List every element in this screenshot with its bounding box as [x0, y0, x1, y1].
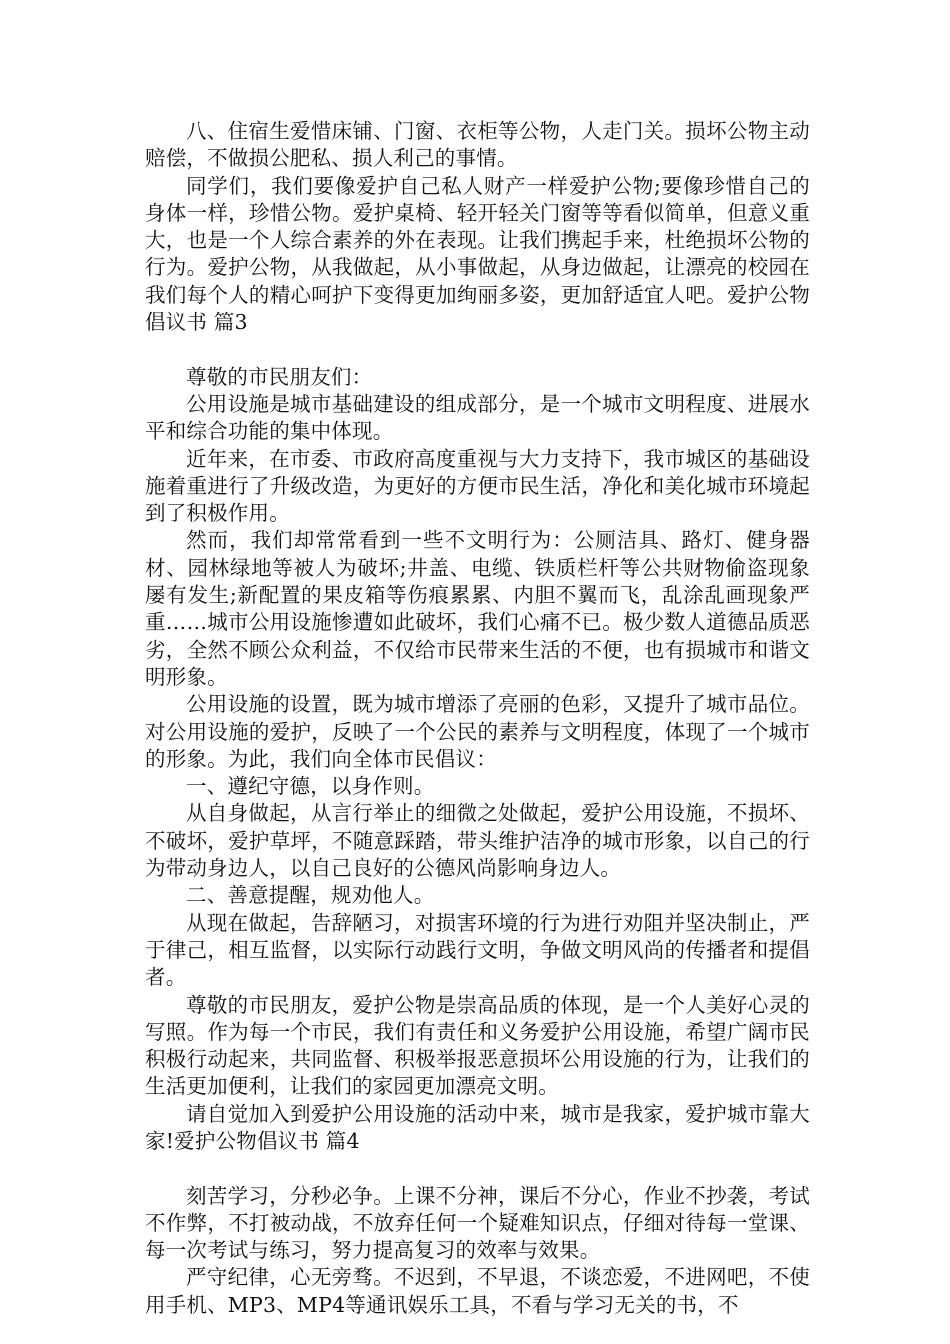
paragraph: 从现在做起，告辞陋习，对损害环境的行为进行劝阻并坚决制止，严于律己，相互监督，以实际行动践行文明，争做文明风尚的传播者和提倡者。	[145, 910, 810, 990]
salutation: 尊敬的市民朋友们：	[186, 364, 373, 389]
paragraph: 八、住宿生爱惜床铺、门窗、衣柜等公物，人走门关。损坏公物主动赔偿，不做损公肥私、损人利己的事情。	[145, 119, 810, 171]
paragraph: 尊敬的市民朋友，爱护公物是崇高品质的体现，是一个人美好心灵的写照。作为每一个市民，我们有责任和义务爱护公用设施，希望广阔市民积极行动起来，共同监督、积极举报恶意损坏公用设施的行为，让我们的生活更加便利，让我们的家园更加漂亮文明。	[145, 992, 810, 1099]
paragraph: 然而，我们却常常看到一些不文明行为：公厕洁具、路灯、健身器材、园林绿地等被人为破坏;井盖、电缆、铁质栏杆等公共财物偷盗现象屡有发生;新配置的果皮箱等伤痕累累、内胆不翼而飞，乱涂乱画现象严重……城市公用设施惨遭如此破坏，我们心痛不已。极少数人道德品质恶劣，全然不顾公众利益，不仅给市民带来生活的不便，也有损城市和谐文明形象。	[145, 528, 810, 689]
document-page	[145, 118, 810, 1319]
paragraph: 刻苦学习，分秒必争。上课不分神，课后不分心，作业不抄袭，考试不作弊，不打被动战，不放弃任何一个疑难知识点，仔细对待每一堂课、每一次考试与练习，努力提高复习的效率与效果。	[145, 1183, 810, 1263]
paragraph: 严守纪律，心无旁骛。不迟到，不早退，不谈恋爱，不进网吧，不使用手机、MP3、MP4等通讯娱乐工具，不看与学习无关的书，不	[145, 1265, 810, 1317]
paragraph: 同学们，我们要像爱护自己私人财产一样爱护公物;要像珍惜自己的身体一样，珍惜公物。爱护桌椅、轻开轻关门窗等等看似简单，但意义重大，也是一个人综合素养的外在表现。让我们携起手来，杜绝损坏公物的行为。爱护公物，从我做起，从小事做起，从身边做起，让漂亮的校园在我们每个人的精心呵护下变得更加绚丽多姿，更加舒适宜人吧。爱护公物倡议书 篇3	[145, 173, 810, 335]
blank-line	[145, 1155, 810, 1182]
section-heading: 二、善意提醒，规劝他人。	[186, 883, 435, 908]
section-heading: 一、遵纪守德，以身作则。	[186, 774, 435, 799]
blank-line	[145, 336, 810, 363]
paragraph: 请自觉加入到爱护公用设施的活动中来，城市是我家，爱护城市靠大家!爱护公物倡议书 篇4	[145, 1101, 810, 1153]
paragraph: 公用设施的设置，既为城市增添了亮丽的色彩，又提升了城市品位。对公用设施的爱护，反映了一个公民的素养与文明程度，体现了一个城市的形象。为此，我们向全体市民倡议：	[145, 692, 810, 771]
paragraph: 从自身做起，从言行举止的细微之处做起，爱护公用设施，不损坏、不破坏，爱护草坪，不随意踩踏，带头维护洁净的城市形象，以自己的行为带动身边人，以自己良好的公德风尚影响身边人。	[145, 801, 810, 881]
paragraph: 近年来，在市委、市政府高度重视与大力支持下，我市城区的基础设施着重进行了升级改造，为更好的方便市民生活，净化和美化城市环境起到了积极作用。	[145, 446, 810, 526]
paragraph: 公用设施是城市基础建设的组成部分，是一个城市文明程度、进展水平和综合功能的集中体现。	[145, 391, 810, 444]
